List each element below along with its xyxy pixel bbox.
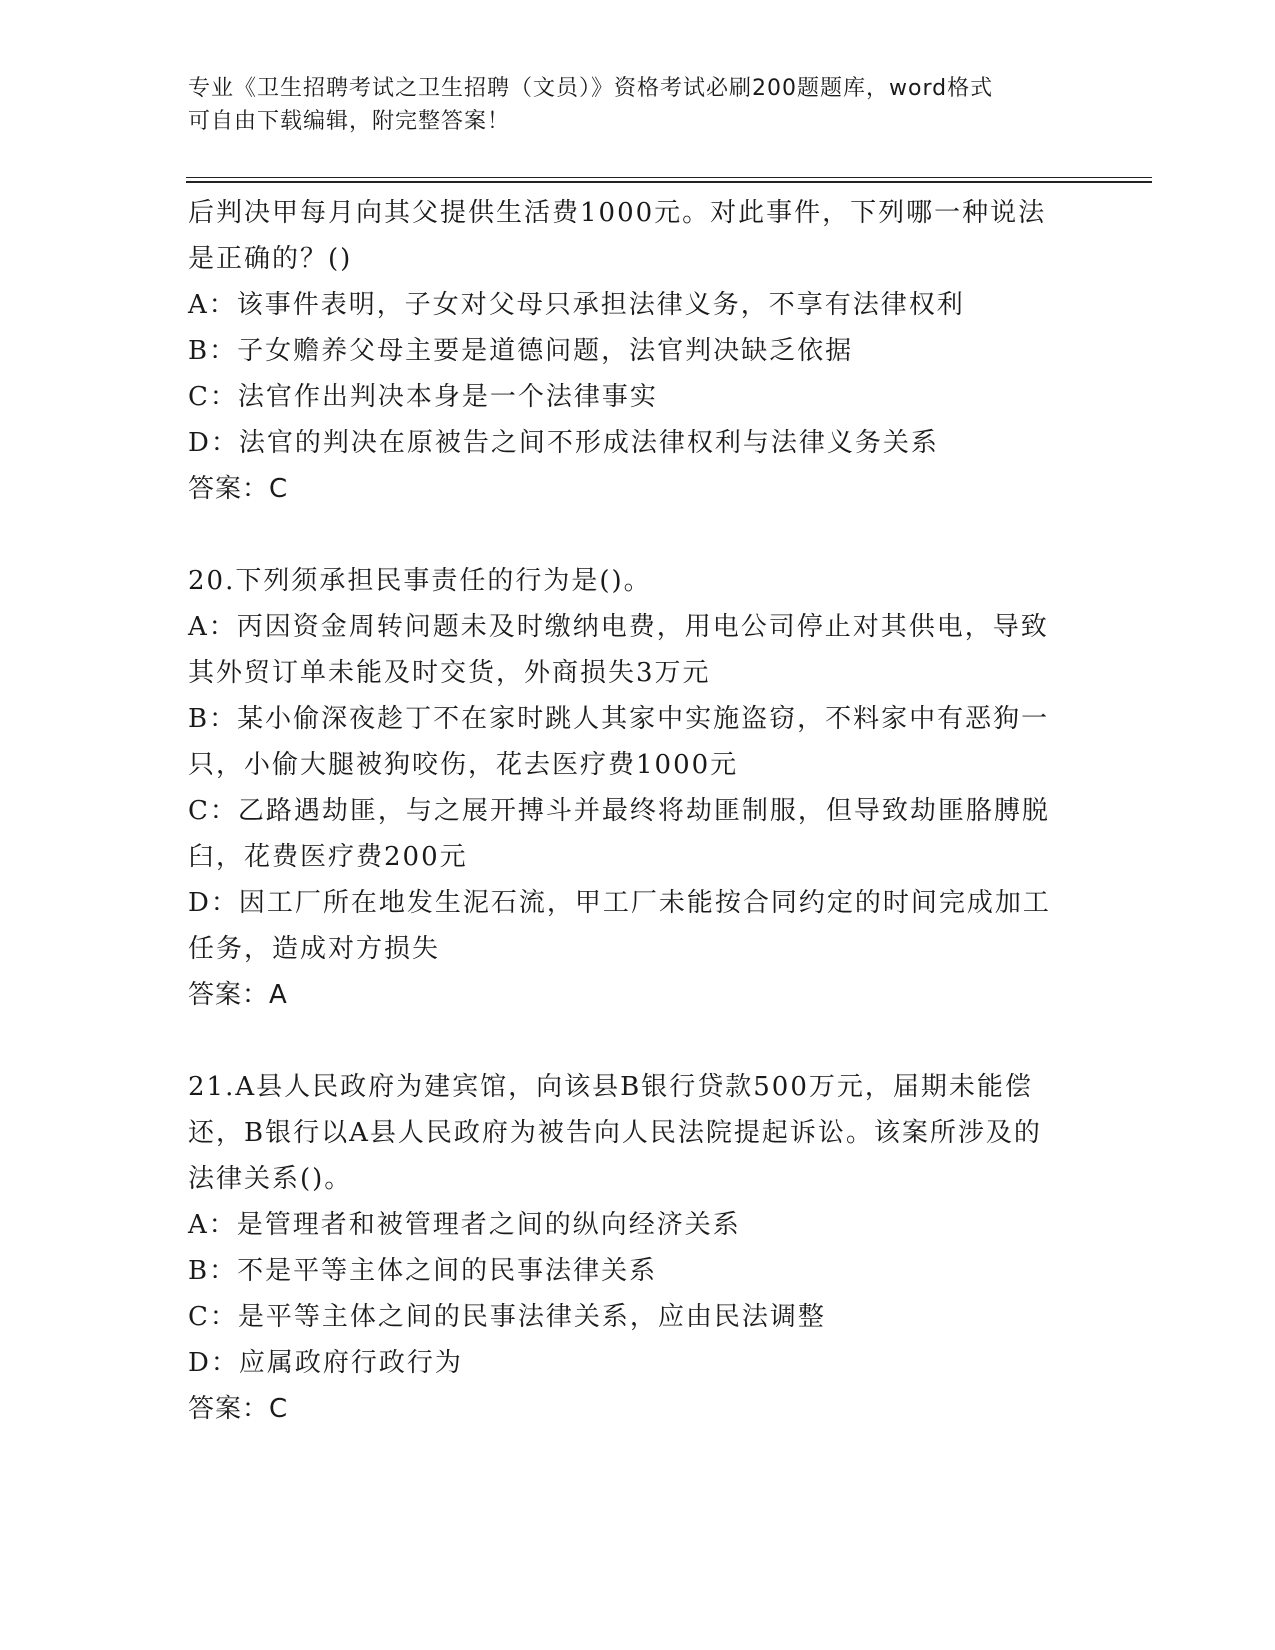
answer-line: 答案：C <box>188 474 289 504</box>
option-b: B：子女赡养父母主要是道德问题，法官判决缺乏依据 <box>188 336 854 366</box>
header-title-line-1: 专业《卫生招聘考试之卫生招聘（文员）》资格考试必刷200题题库，word格式 <box>188 76 994 101</box>
option-b: B：某小偷深夜趁丁不在家时跳人其家中实施盗窃，不料家中有恶狗一 <box>188 704 1050 734</box>
option-c: C：是平等主体之间的民事法律关系，应由民法调整 <box>188 1302 826 1332</box>
option-d-continued: 任务，造成对方损失 <box>188 934 441 964</box>
question-spacer <box>188 512 1088 558</box>
option-b: B：不是平等主体之间的民事法律关系 <box>188 1256 658 1286</box>
option-a: A：是管理者和被管理者之间的纵向经济关系 <box>188 1210 741 1240</box>
option-d: D：法官的判决在原被告之间不形成法律权利与法律义务关系 <box>188 428 939 458</box>
document-body <box>188 190 1088 1432</box>
option-c-continued: 臼，花费医疗费200元 <box>188 842 468 872</box>
question-spacer <box>188 1018 1088 1064</box>
option-a: A：该事件表明，子女对父母只承担法律义务，不享有法律权利 <box>188 290 965 320</box>
document-header <box>188 72 1088 138</box>
option-b-continued: 只，小偷大腿被狗咬伤，花去医疗费1000元 <box>188 750 739 780</box>
option-c: C：乙路遇劫匪，与之展开搏斗并最终将劫匪制服，但导致劫匪胳膊脱 <box>188 796 1050 826</box>
question-stem-line: 20.下列须承担民事责任的行为是()。 <box>188 566 652 596</box>
question-stem-line: 法律关系()。 <box>188 1164 353 1194</box>
question-21 <box>188 1064 1088 1432</box>
option-a: A：丙因资金周转问题未及时缴纳电费，用电公司停止对其供电，导致 <box>188 612 1049 642</box>
option-c: C：法官作出判决本身是一个法律事实 <box>188 382 658 412</box>
question-stem-line: 还，B银行以A县人民政府为被告向人民法院提起诉讼。该案所涉及的 <box>188 1118 1042 1148</box>
option-d: D：应属政府行政行为 <box>188 1348 463 1378</box>
header-divider-thin <box>186 177 1152 178</box>
option-a-continued: 其外贸订单未能及时交货，外商损失3万元 <box>188 658 711 688</box>
question-20 <box>188 558 1088 1018</box>
question-stem-line: 是正确的？() <box>188 244 353 274</box>
option-d: D：因工厂所在地发生泥石流，甲工厂未能按合同约定的时间完成加工 <box>188 888 1051 918</box>
answer-line: 答案：A <box>188 980 288 1010</box>
answer-line: 答案：C <box>188 1394 289 1424</box>
header-title-line-2: 可自由下载编辑，附完整答案！ <box>188 109 511 134</box>
header-divider-thick <box>186 181 1152 183</box>
question-19 <box>188 190 1088 512</box>
question-stem-line: 后判决甲每月向其父提供生活费1000元。对此事件，下列哪一种说法 <box>188 198 1047 228</box>
question-stem-line: 21.A县人民政府为建宾馆，向该县B银行贷款500万元，届期未能偿 <box>188 1072 1033 1102</box>
